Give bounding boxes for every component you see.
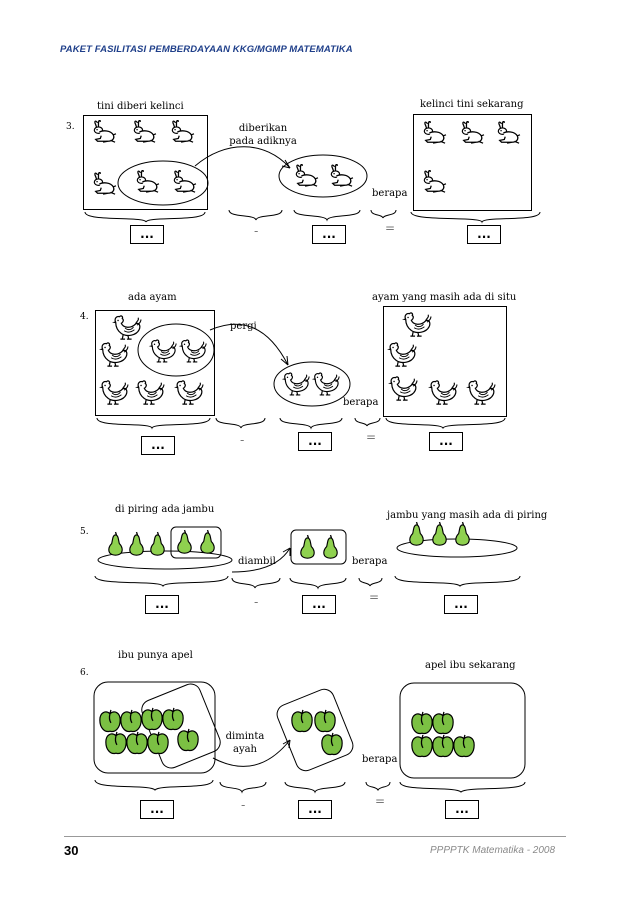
apple-icon	[142, 708, 162, 730]
problem-5-taken-box	[291, 530, 346, 564]
pear-icon	[324, 535, 337, 558]
problem-4-equals: =	[366, 430, 377, 444]
footer-credit: PPPPTK Matematika - 2008	[430, 845, 556, 856]
problem-5-start-label: di piring ada jambu	[115, 504, 215, 515]
problem-6-result-answer[interactable]: ...	[445, 800, 479, 819]
apple-icon	[433, 712, 453, 734]
apple-icon	[292, 710, 312, 732]
problem-3-minus: -	[254, 224, 259, 238]
pear-icon	[201, 530, 214, 553]
problem-3-taken-ring	[279, 155, 367, 197]
problem-6-arrow	[213, 740, 290, 766]
problem-4-question-label: berapa	[343, 397, 379, 408]
chicken-icon	[174, 381, 203, 404]
rabbit-icon	[172, 120, 194, 142]
problem-5-question-label: berapa	[352, 556, 388, 567]
pear-icon	[456, 522, 469, 545]
pear-icon	[301, 535, 314, 558]
problem-4-start-label: ada ayam	[128, 292, 177, 303]
apple-icon	[106, 732, 126, 754]
pear-icon	[178, 530, 191, 553]
pear-icon	[130, 532, 143, 555]
problem-4-minus: -	[240, 433, 245, 447]
problem-3-start-answer[interactable]: ...	[130, 225, 164, 244]
problem-3-action-label: diberikan pada adiknya	[229, 123, 297, 147]
chicken-icon	[99, 343, 128, 366]
rabbit-icon	[174, 170, 196, 192]
rabbit-icon	[462, 121, 484, 143]
problem-5-result-answer[interactable]: ...	[444, 595, 478, 614]
problem-5-start-answer[interactable]: ...	[145, 595, 179, 614]
apple-icon	[412, 712, 432, 734]
problem-4-start-answer[interactable]: ...	[141, 436, 175, 455]
apple-icon	[322, 733, 342, 755]
pear-icon	[410, 522, 423, 545]
rabbit-icon	[94, 120, 116, 142]
problem-5-minus: -	[254, 595, 259, 609]
apple-icon	[412, 735, 432, 757]
chicken-icon	[466, 381, 495, 404]
apple-icon	[163, 708, 183, 730]
rabbit-icon	[296, 164, 318, 186]
rabbit-icon	[424, 170, 446, 192]
problem-6-taken-box	[274, 686, 356, 773]
problem-6-end-label: apel ibu sekarang	[425, 660, 516, 671]
rabbit-icon	[134, 120, 156, 142]
problem-4-result-answer[interactable]: ...	[429, 432, 463, 451]
problem-5-end-label: jambu yang masih ada di piring	[387, 510, 548, 521]
problem-3-end-label: kelinci tini sekarang	[420, 99, 524, 110]
problem-6-question-label: berapa	[362, 754, 398, 765]
rabbit-icon	[498, 121, 520, 143]
chicken-icon	[99, 381, 128, 404]
problem-3-result-answer[interactable]: ...	[467, 225, 501, 244]
chicken-icon	[135, 381, 164, 404]
problem-3-equals: =	[385, 221, 396, 235]
apple-icon	[315, 710, 335, 732]
problem-4-action-label: pergi	[230, 321, 257, 332]
rabbit-icon	[94, 172, 116, 194]
problem-5-equals: =	[369, 590, 380, 604]
chicken-icon	[312, 373, 339, 395]
problem-6-minus: -	[241, 798, 246, 812]
apple-icon	[148, 732, 168, 754]
rabbit-icon	[137, 170, 159, 192]
problem-6-start-label: ibu punya apel	[118, 650, 193, 661]
apple-icon	[100, 710, 120, 732]
problem-3-number: 3.	[66, 122, 75, 132]
pear-icon	[433, 522, 446, 545]
chicken-icon	[428, 381, 457, 404]
problem-3-question-label: berapa	[372, 188, 408, 199]
apple-icon	[454, 735, 474, 757]
chicken-icon	[388, 377, 417, 400]
chicken-icon	[179, 340, 206, 362]
problem-6-start-answer[interactable]: ...	[140, 800, 174, 819]
problem-5-action-label: diambil	[238, 556, 276, 567]
problem-6-action-label: diminta ayah	[225, 731, 265, 755]
problem-3-arrow	[195, 147, 290, 168]
problem-6-equals: =	[375, 794, 386, 808]
chicken-icon	[112, 316, 141, 339]
apple-icon	[127, 732, 147, 754]
chicken-icon	[402, 313, 431, 336]
pear-icon	[109, 532, 122, 555]
pear-icon	[151, 532, 164, 555]
rabbit-icon	[424, 121, 446, 143]
problem-5-number: 5.	[80, 527, 89, 537]
problem-5-arrow	[232, 548, 290, 572]
problem-3-taken-answer[interactable]: ...	[312, 225, 346, 244]
problem-3-group-ring	[118, 161, 208, 205]
problem-4-taken-answer[interactable]: ...	[298, 432, 332, 451]
chicken-icon	[149, 340, 176, 362]
problem-3-start-label: tini diberi kelinci	[97, 101, 184, 112]
apple-icon	[121, 710, 141, 732]
apple-icon	[178, 729, 198, 751]
chicken-icon	[282, 373, 309, 395]
problem-5-taken-answer[interactable]: ...	[302, 595, 336, 614]
problem-6-taken-answer[interactable]: ...	[298, 800, 332, 819]
problem-4-arrow	[210, 324, 288, 365]
footer-rule	[64, 836, 566, 837]
problem-4-end-label: ayam yang masih ada di situ	[372, 292, 517, 303]
problem-6-number: 6.	[80, 668, 89, 678]
page-number: 30	[64, 843, 79, 858]
rabbit-icon	[331, 164, 353, 186]
apple-icon	[433, 735, 453, 757]
problem-4-number: 4.	[80, 312, 89, 322]
document-header: PAKET FASILITASI PEMBERDAYAAN KKG/MGMP MATEMATIKA	[60, 44, 353, 55]
chicken-icon	[387, 343, 416, 366]
